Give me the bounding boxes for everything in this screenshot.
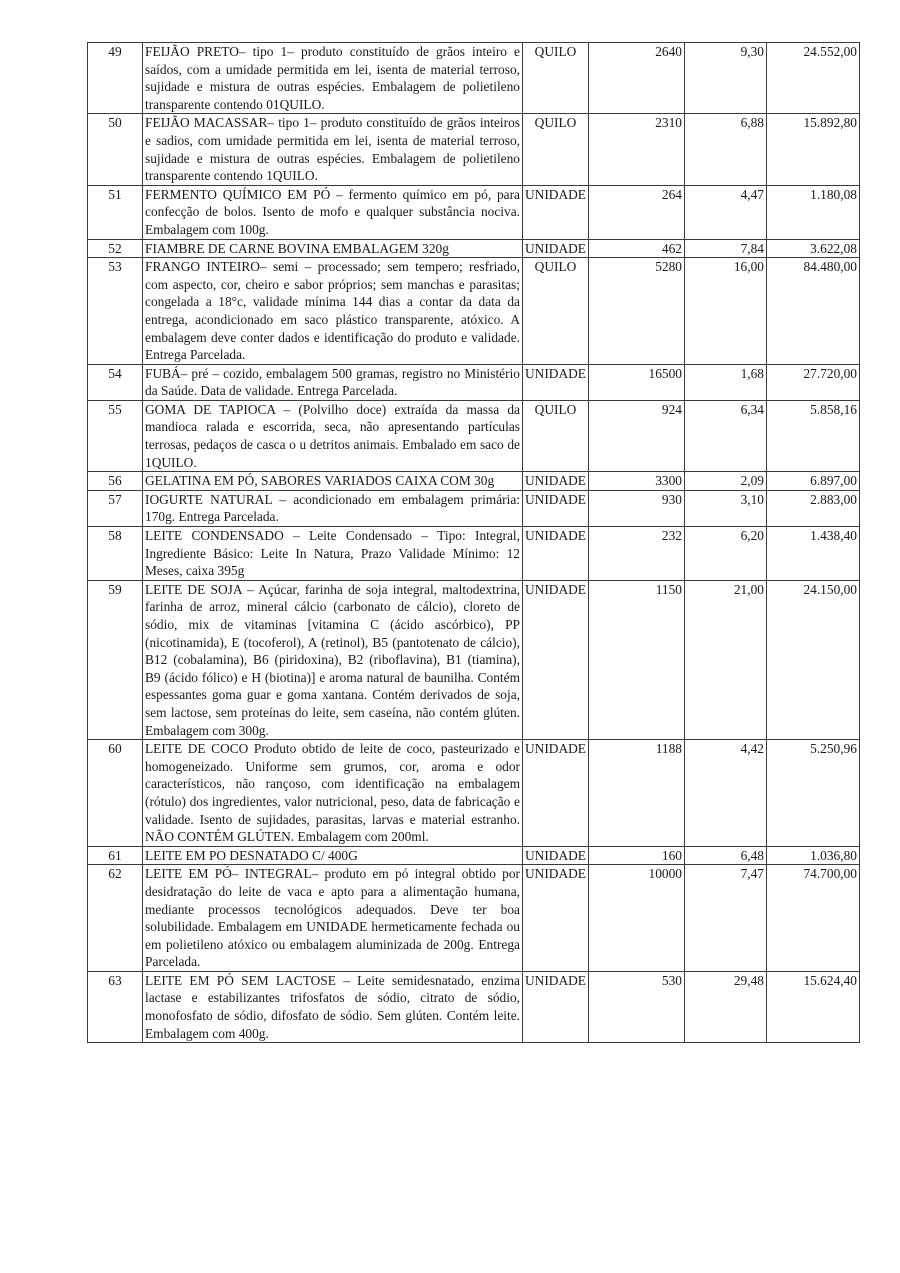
item-unit-price: 3,10 [685, 490, 767, 526]
item-number: 51 [88, 185, 143, 239]
item-number: 61 [88, 846, 143, 865]
item-unit: QUILO [523, 43, 589, 114]
table-row [88, 740, 860, 847]
table-row [88, 364, 860, 400]
item-quantity: 924 [589, 400, 685, 471]
table-row [88, 400, 860, 471]
item-total: 3.622,08 [767, 239, 860, 258]
item-unit: UNIDADE [523, 865, 589, 972]
item-unit: UNIDADE [523, 527, 589, 581]
item-unit: QUILO [523, 114, 589, 185]
item-unit-price: 6,88 [685, 114, 767, 185]
item-quantity: 462 [589, 239, 685, 258]
item-unit-price: 9,30 [685, 43, 767, 114]
item-quantity: 160 [589, 846, 685, 865]
item-total: 2.883,00 [767, 490, 860, 526]
table-row [88, 185, 860, 239]
item-number: 59 [88, 580, 143, 739]
item-unit: QUILO [523, 258, 589, 365]
item-total: 15.892,80 [767, 114, 860, 185]
item-unit-price: 4,42 [685, 740, 767, 847]
item-quantity: 3300 [589, 472, 685, 491]
item-unit: UNIDADE [523, 239, 589, 258]
item-number: 56 [88, 472, 143, 491]
item-unit: QUILO [523, 400, 589, 471]
item-description: GELATINA EM PÓ, SABORES VARIADOS CAIXA COM 30g [143, 472, 523, 491]
item-total: 1.180,08 [767, 185, 860, 239]
item-quantity: 2640 [589, 43, 685, 114]
item-description: IOGURTE NATURAL – acondicionado em embalagem primária: 170g. Entrega Parcelada. [143, 490, 523, 526]
table-row [88, 239, 860, 258]
item-unit: UNIDADE [523, 472, 589, 491]
item-number: 52 [88, 239, 143, 258]
item-unit: UNIDADE [523, 185, 589, 239]
item-number: 55 [88, 400, 143, 471]
item-description: FEIJÃO MACASSAR– tipo 1– produto constituído de grãos inteiros e sadios, com umidade permitida em lei, isenta de material terroso, sujidade e mistura de outras espécies. Embalagem de polietileno transparente contendo 1QUILO. [143, 114, 523, 185]
item-number: 60 [88, 740, 143, 847]
table-row [88, 865, 860, 972]
item-total: 15.624,40 [767, 971, 860, 1042]
item-description: LEITE EM PO DESNATADO C/ 400G [143, 846, 523, 865]
item-description: LEITE CONDENSADO – Leite Condensado – Tipo: Integral, Ingrediente Básico: Leite In Natura, Prazo Validade Mínimo: 12 Meses, caixa 395g [143, 527, 523, 581]
table-row [88, 43, 860, 114]
items-table [87, 42, 860, 1043]
table-row [88, 490, 860, 526]
table-row [88, 472, 860, 491]
item-unit-price: 1,68 [685, 364, 767, 400]
item-description: FERMENTO QUÍMICO EM PÓ – fermento químico em pó, para confecção de bolos. Isento de mofo e qualquer substância nociva. Embalagem com 100g. [143, 185, 523, 239]
item-quantity: 264 [589, 185, 685, 239]
item-unit: UNIDADE [523, 364, 589, 400]
item-number: 63 [88, 971, 143, 1042]
item-quantity: 16500 [589, 364, 685, 400]
item-number: 54 [88, 364, 143, 400]
item-total: 5.858,16 [767, 400, 860, 471]
item-quantity: 10000 [589, 865, 685, 972]
item-number: 58 [88, 527, 143, 581]
item-unit-price: 6,48 [685, 846, 767, 865]
item-unit: UNIDADE [523, 580, 589, 739]
item-unit-price: 2,09 [685, 472, 767, 491]
item-description: LEITE DE SOJA – Açúcar, farinha de soja integral, maltodextrina, farinha de arroz, mineral cálcio (carbonato de cálcio), cloreto de sódio, mix de vitaminas [vitamina C (ácido ascórbico), PP (nicotinamida), E (tocoferol), A (retinol), B5 (pantotenato de cálcio), B12 (cobalamina), B6 (piridoxina), B2 (riboflavina), B1 (tiamina), B9 (ácido fólico) e H (biotina)] e aroma natural de baunilha. Contém espessantes goma guar e goma xantana. Contém derivados de soja, sem lactose, sem proteínas do leite, sem caseína, não contém glúten. Embalagem com 300g. [143, 580, 523, 739]
item-quantity: 1150 [589, 580, 685, 739]
item-unit-price: 7,47 [685, 865, 767, 972]
item-unit: UNIDADE [523, 846, 589, 865]
item-description: FEIJÃO PRETO– tipo 1– produto constituído de grãos inteiro e saídos, com a umidade permitida em lei, isenta de material terroso, sujidade e mistura de outras espécies. Embalagem de polietileno transparente contendo 01QUILO. [143, 43, 523, 114]
items-table-body [88, 43, 860, 1043]
item-unit-price: 4,47 [685, 185, 767, 239]
table-row [88, 114, 860, 185]
item-total: 27.720,00 [767, 364, 860, 400]
item-number: 49 [88, 43, 143, 114]
item-unit-price: 6,20 [685, 527, 767, 581]
item-unit-price: 29,48 [685, 971, 767, 1042]
table-row [88, 527, 860, 581]
item-description: LEITE EM PÓ SEM LACTOSE – Leite semidesnatado, enzima lactase e estabilizantes trifosfatos de sódio, citrato de sódio, monofosfato de sódio, difosfato de sódio. Sem glúten. Contém leite. Embalagem com 400g. [143, 971, 523, 1042]
item-total: 24.150,00 [767, 580, 860, 739]
item-unit-price: 16,00 [685, 258, 767, 365]
table-row [88, 971, 860, 1042]
item-description: LEITE DE COCO Produto obtido de leite de coco, pasteurizado e homogeneizado. Uniforme sem grumos, cor, aroma e odor característicos, não rançoso, com identificação na embalagem (rótulo) dos ingredientes, valor nutricional, peso, data de fabricação e validade. Isento de sujidades, parasitas, larvas e material estranho. NÃO CONTÉM GLÚTEN. Embalagem com 200ml. [143, 740, 523, 847]
table-row [88, 846, 860, 865]
item-description: FRANGO INTEIRO– semi – processado; sem tempero; resfriado, com aspecto, cor, cheiro e sabor próprios; sem manchas e parasitas; congelada a 18°c, validade mínima 144 dias a contar da data da entrega, acondicionado em saco plástico transparente, atóxico. A embalagem deve conter dados e identificação do produto e validade. Entrega Parcelada. [143, 258, 523, 365]
item-unit: UNIDADE [523, 971, 589, 1042]
item-quantity: 1188 [589, 740, 685, 847]
item-unit-price: 7,84 [685, 239, 767, 258]
item-quantity: 2310 [589, 114, 685, 185]
item-number: 57 [88, 490, 143, 526]
item-number: 53 [88, 258, 143, 365]
item-unit-price: 21,00 [685, 580, 767, 739]
item-total: 1.036,80 [767, 846, 860, 865]
item-total: 6.897,00 [767, 472, 860, 491]
item-total: 24.552,00 [767, 43, 860, 114]
item-description: LEITE EM PÓ– INTEGRAL– produto em pó integral obtido por desidratação do leite de vaca e apto para a alimentação humana, mediante processos tecnológicos adequados. Deve ter boa solubilidade. Embalagem em UNIDADE hermeticamente fechada ou em polietileno atóxico ou embalagem aluminizada de 200g. Entrega Parcelada. [143, 865, 523, 972]
item-total: 1.438,40 [767, 527, 860, 581]
item-description: FIAMBRE DE CARNE BOVINA EMBALAGEM 320g [143, 239, 523, 258]
item-total: 5.250,96 [767, 740, 860, 847]
item-total: 74.700,00 [767, 865, 860, 972]
item-description: GOMA DE TAPIOCA – (Polvilho doce) extraída da massa da mandioca ralada e escorrida, seca, não apresentando partículas terrosas, pedaços de casca o u detritos animais. Embalado em saco de 1QUILO. [143, 400, 523, 471]
item-unit: UNIDADE [523, 490, 589, 526]
item-quantity: 930 [589, 490, 685, 526]
item-quantity: 5280 [589, 258, 685, 365]
item-number: 62 [88, 865, 143, 972]
table-row [88, 258, 860, 365]
item-description: FUBÁ– pré – cozido, embalagem 500 gramas, registro no Ministério da Saúde. Data de validade. Entrega Parcelada. [143, 364, 523, 400]
item-unit: UNIDADE [523, 740, 589, 847]
item-quantity: 530 [589, 971, 685, 1042]
item-quantity: 232 [589, 527, 685, 581]
item-number: 50 [88, 114, 143, 185]
item-total: 84.480,00 [767, 258, 860, 365]
item-unit-price: 6,34 [685, 400, 767, 471]
table-row [88, 580, 860, 739]
